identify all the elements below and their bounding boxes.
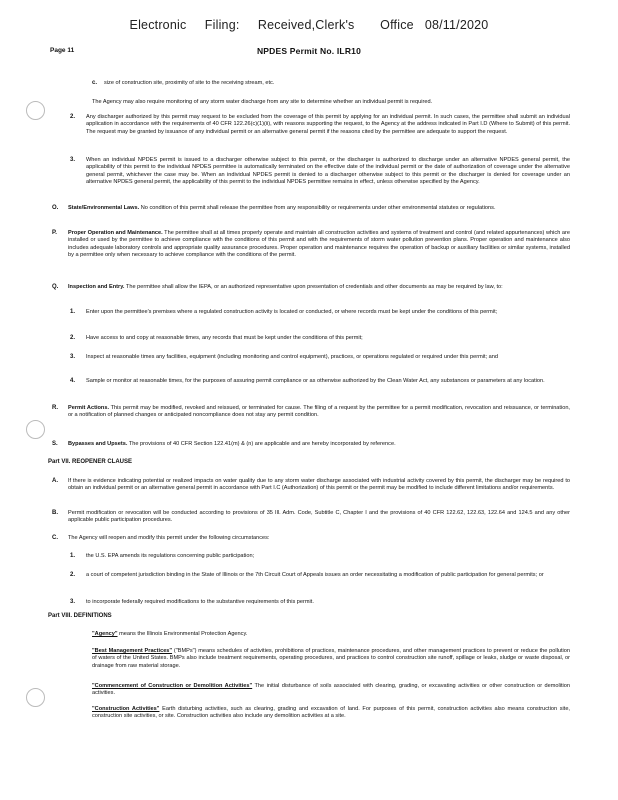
item-marker: 3. [70, 599, 76, 605]
item-marker: 3. [70, 157, 76, 163]
definition-term: "Construction Activities" [92, 706, 160, 712]
paragraph: The Agency will reopen and modify this permit under the following circumstances: [68, 535, 270, 541]
definition-term: "Best Management Practices" [92, 648, 173, 654]
section-marker: A. [52, 478, 58, 484]
section-marker: C. [52, 535, 58, 541]
definition-term: "Agency" [92, 631, 118, 637]
section-heading: Part VIII. DEFINITIONS [48, 613, 112, 619]
paragraph: If there is evidence indicating potential or realized impacts on water quality due to any storm water discharge associated with industrial activity covered by this permit, the discharger may be required to obtain an individual permit or an alternative general permit in accordance with Part I.C (Authorization) of this permit or the permit may be modified to include different limitations and/or requirements. [68, 478, 570, 492]
item-marker: 1. [70, 309, 76, 315]
paragraph: to incorporate federally required modifications to the substantive requirements of this permit. [86, 599, 314, 605]
section-marker: Q. [52, 284, 59, 290]
paragraph-heading: Inspection and Entry. [68, 284, 125, 290]
definition [92, 683, 570, 698]
paragraph-heading: Permit Actions. [68, 405, 109, 411]
paragraph-text: The permittee shall allow the IEPA, or an authorized representative upon presentation of credentials and other documents as may be required by law, to: [124, 284, 503, 290]
definition-text: Earth disturbing activities, such as clearing, grading and excavation of land. For purposes of this permit, construction activities also means construction site, construction site activities, or site. Construction activities also include any demolition activities at a site. [92, 706, 570, 720]
paragraph: a court of competent jurisdiction binding in the State of Illinois or the 7th Circuit Court of Appeals issues an order necessitating a modification of public participation for general permits; or [86, 572, 544, 578]
item-marker: 1. [70, 553, 76, 559]
section-marker: O. [52, 205, 59, 211]
paragraph: Inspect at reasonable times any facilities, equipment (including monitoring and control equipment), practices, or operations regulated or required under this permit; and [86, 354, 498, 360]
item-marker: c. [92, 80, 98, 86]
punch-hole [26, 420, 45, 439]
item-marker: 2. [70, 335, 76, 341]
punch-hole [26, 101, 45, 120]
paragraph [68, 284, 570, 291]
item-marker: 3. [70, 354, 76, 360]
section-marker: B. [52, 510, 58, 516]
paragraph: the U.S. EPA amends its regulations concerning public participation; [86, 553, 255, 559]
paragraph [68, 405, 570, 420]
paragraph [68, 441, 570, 448]
paragraph: size of construction site, proximity of site to the receiving stream, etc. [104, 80, 275, 86]
definition-text: ("BMPs") means schedules of activities, prohibitions of practices, maintenance procedures, and other management practices to prevent or reduce the pollution of waters of the United States. BMPs also include treatment requirements, operating procedures, and practices to control construction site runoff, spillage or leaks, sludge or waste disposal, or drainage from raw material storage. [92, 648, 570, 669]
paragraph-text: This permit may be modified, revoked and reissued, or terminated for cause. The filing of a request by the permittee for a permit modification, revocation and reissuance, or termination, or a notification of planned changes or anticipated noncompliance does not stay any permit condition. [68, 405, 570, 419]
paragraph [68, 205, 570, 212]
paragraph: Permit modification or revocation will be conducted according to provisions of 35 Ill. Adm. Code, Subtitle C, Chapter I and the provisions of 40 CFR 122.62, 122.63, 122.64 and 124.5 and any other applicable public participation procedures. [68, 510, 570, 524]
paragraph-heading: State/Environmental Laws. [68, 205, 140, 211]
definition [92, 706, 570, 721]
section-marker: S. [52, 441, 58, 447]
section-heading: Part VII. REOPENER CLAUSE [48, 459, 133, 465]
definition-text: The initial disturbance of soils associated with clearing, grading, or excavating activities or other construction or demolition activities. [92, 683, 570, 697]
received-stamp: Electronic Filing: Received,Clerk's Office 08/11/2020 [129, 18, 489, 32]
item-marker: 2. [70, 114, 76, 120]
definition [92, 648, 570, 670]
page-number: Page 11 [50, 47, 75, 54]
paragraph: Enter upon the permittee's premises where a regulated construction activity is located or conducted, or where records must be kept under the conditions of this permit; [86, 309, 498, 315]
paragraph-text: The permittee shall at all times properly operate and maintain all construction activities and systems of treatment and control (and related appurtenances) which are installed or used by the permittee to achieve compliance with the conditions of this permit and with the requirements of storm water pollution prevention plans. Proper operation and maintenance also includes adequate laboratory controls and appropriate quality assurance procedures. Proper operation and maintenance requires the operation of backup or auxiliary facilities or similar systems, installed by a permittee only when necessary to achieve compliance with the conditions of the permit. [68, 230, 570, 258]
paragraph [68, 230, 570, 259]
paragraph: The Agency may also require monitoring of any storm water discharge from any site to determine whether an individual permit is required. [92, 99, 433, 105]
paragraph-heading: Proper Operation and Maintenance. [68, 230, 163, 236]
item-marker: 2. [70, 572, 76, 578]
paragraph: Any discharger authorized by this permit may request to be excluded from the coverage of this permit by applying for an individual permit. In such cases, the permittee shall submit an individual application in accordance with the requirements of 40 CFR 122.26(c)(1)(ii), with reasons supporting the request, to the Agency at the address indicated in Part I.D (Where to Submit) of this permit. The request may be granted by issuance of any individual permit or an alternative general permit if the reasons cited by the permittee are adequate to support the request. [86, 114, 570, 135]
paragraph-heading: Bypasses and Upsets. [68, 441, 128, 447]
paragraph: When an individual NPDES permit is issued to a discharger otherwise subject to this permit, or the discharger is authorized to discharge under an alternative NPDES general permit, the applicability of this permit to the individual NPDES permittee is automatically terminated on the effective date of the individual permit or the date of authorization of coverage under the alternative general permit, whichever the case may be. When an individual NPDES permit is denied to a discharger otherwise subject to this permit or the discharger is denied for coverage under an alternative NPDES general permit, the applicability of this permit to the individual NPDES permittee remains in effect, unless otherwise specified by the Agency. [86, 157, 570, 185]
definition [92, 631, 570, 638]
permit-title: NPDES Permit No. ILR10 [256, 46, 362, 56]
paragraph-text: The provisions of 40 CFR Section 122.41(m) & (n) are applicable and are hereby incorporated by reference. [127, 441, 396, 447]
definition-text: means the Illinois Environmental Protection Agency. [117, 631, 248, 637]
section-marker: P. [52, 230, 57, 236]
punch-hole [26, 688, 45, 707]
section-marker: R. [52, 405, 58, 411]
paragraph: Have access to and copy at reasonable times, any records that must be kept under the conditions of this permit; [86, 335, 363, 341]
paragraph: Sample or monitor at reasonable times, for the purposes of assuring permit compliance or as otherwise authorized by the Clean Water Act, any substances or parameters at any location. [86, 378, 545, 384]
item-marker: 4. [70, 378, 76, 384]
definition-term: "Commencement of Construction or Demolition Activities" [92, 683, 253, 689]
paragraph-text: No condition of this permit shall release the permittee from any responsibility or requirements under other environmental statutes or regulations. [139, 205, 496, 211]
